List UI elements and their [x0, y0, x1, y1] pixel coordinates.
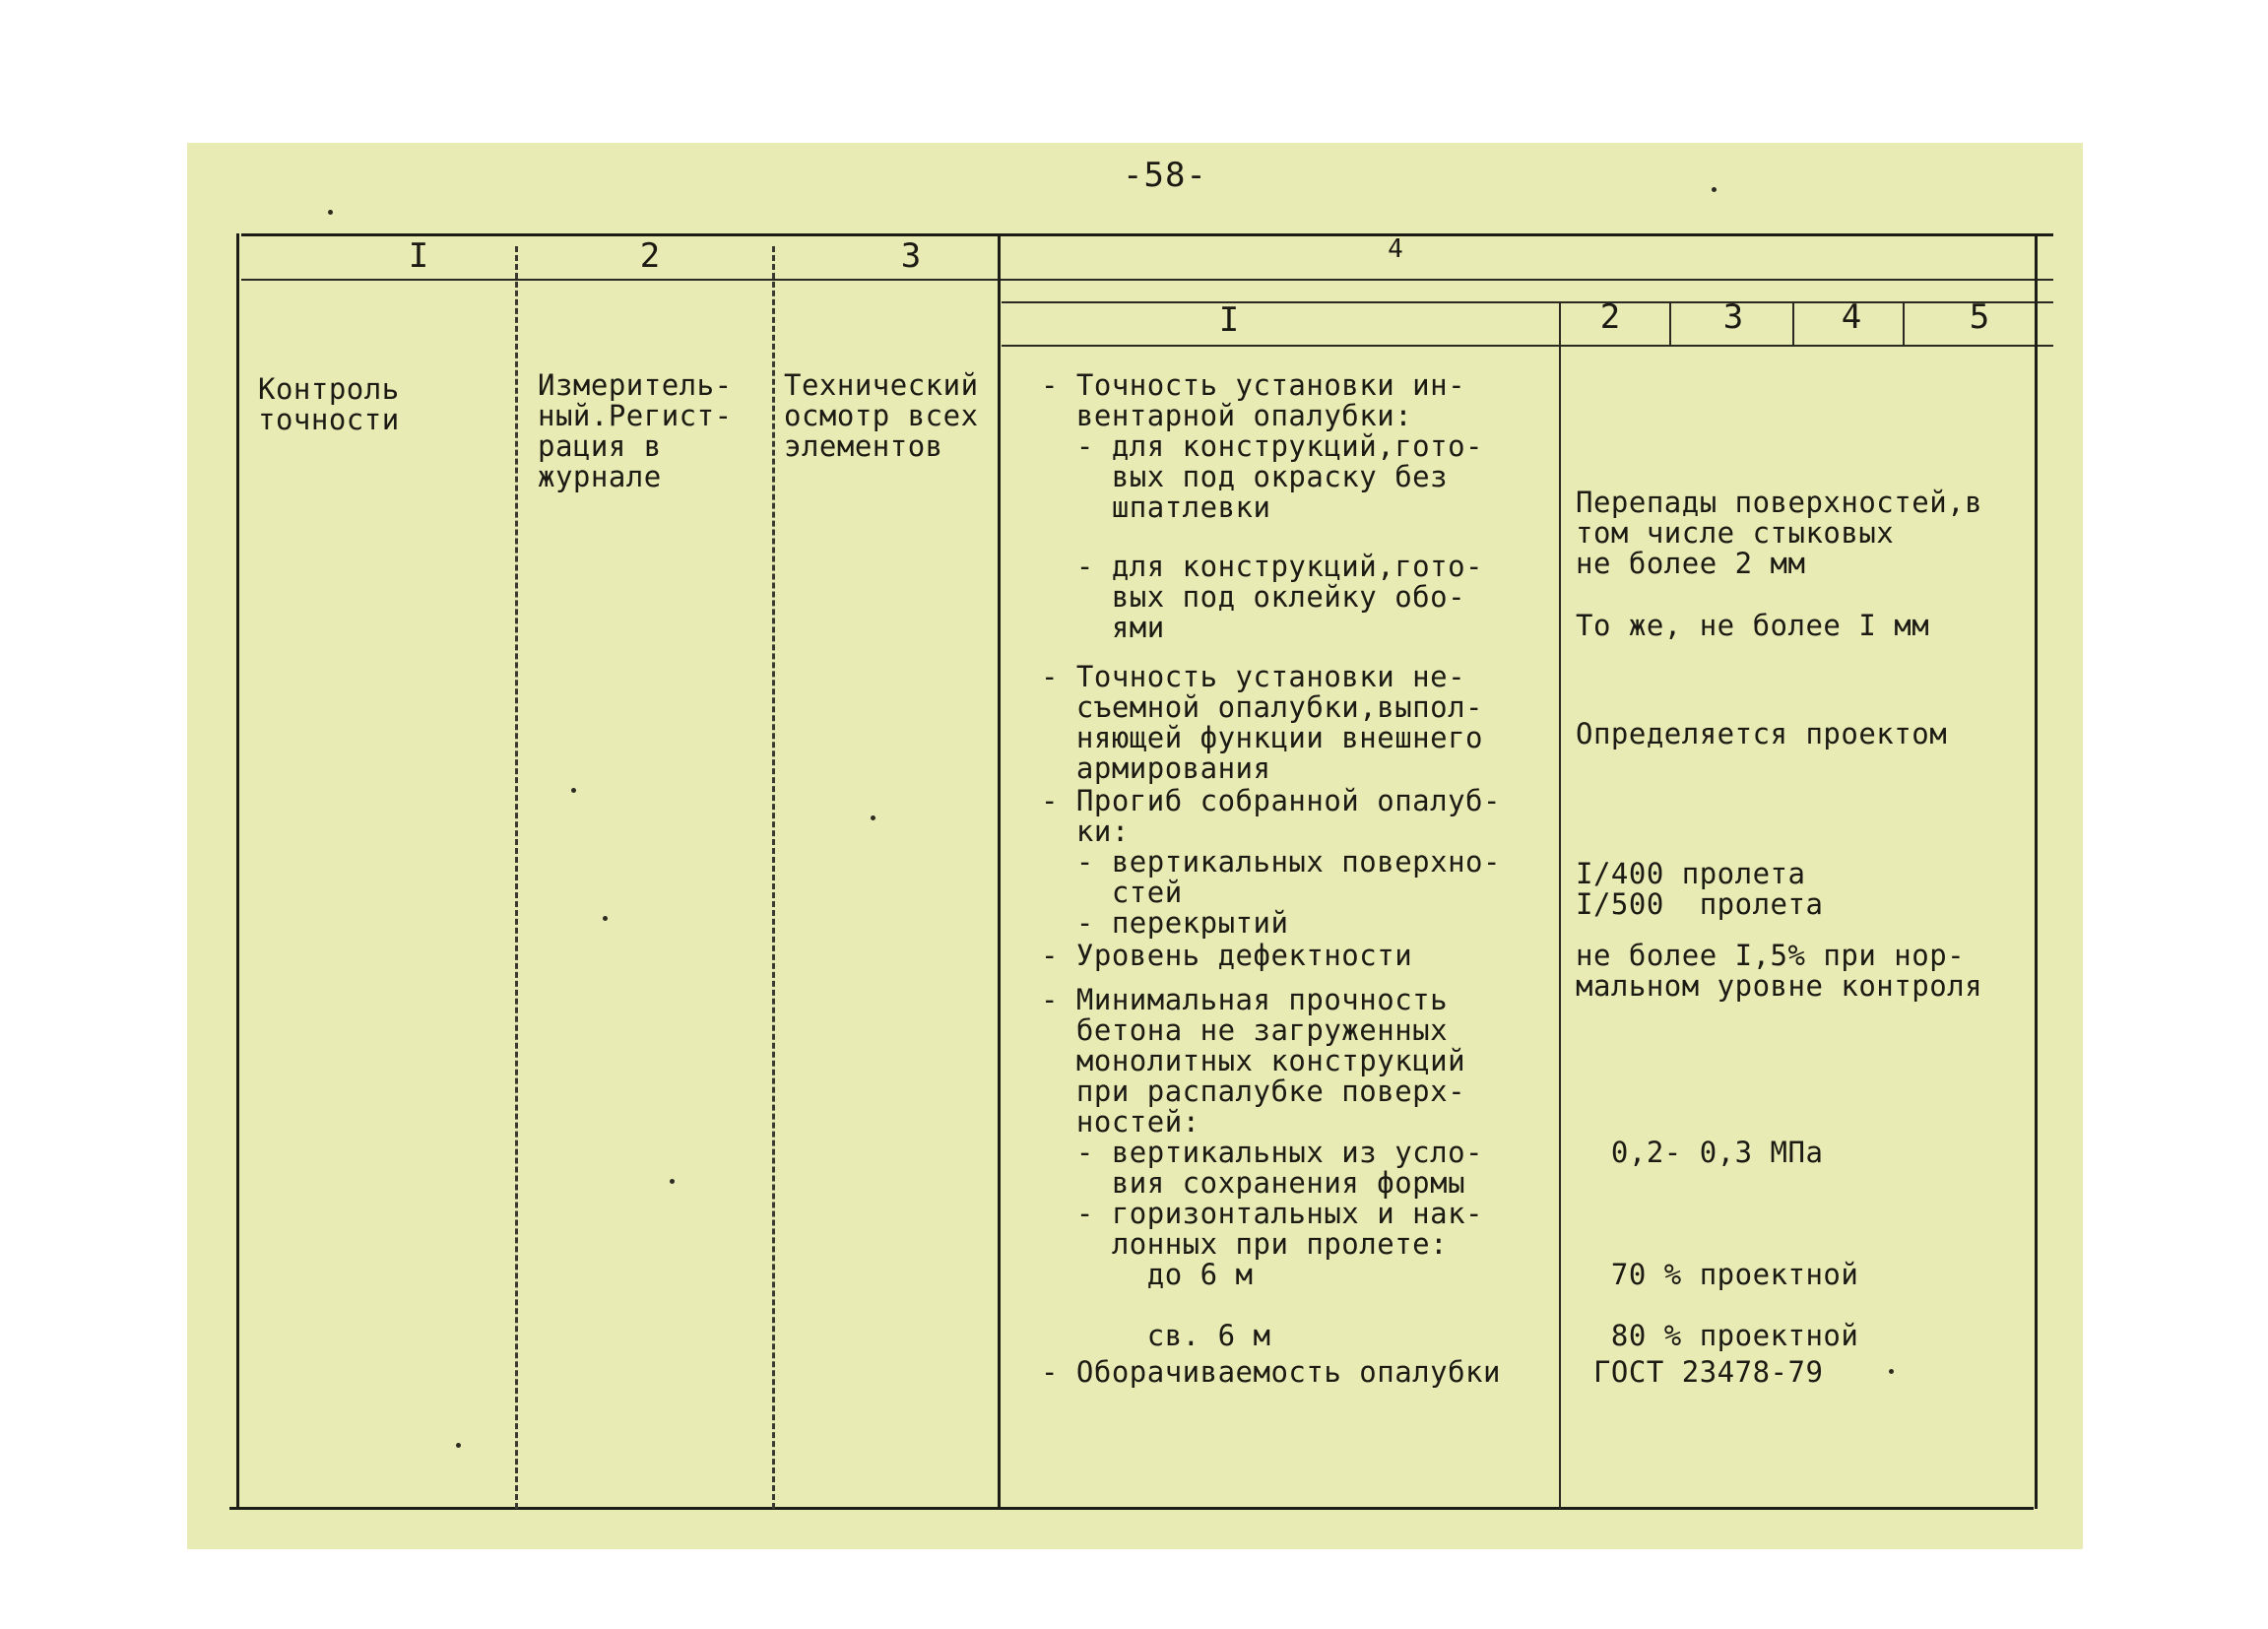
tolerance-minimal-concrete-strength: 0,2- 0,3 МПа 70 % проектной 80 % проектной	[1610, 1136, 1859, 1352]
header-rule	[241, 279, 2053, 281]
subcolumn-divider-2-3	[1669, 301, 1671, 345]
column-divider-3-4	[998, 233, 1001, 1509]
tolerance-fixed-formwork: Определяется проектом	[1576, 717, 1948, 750]
parameter-formwork-turnover: - Оборачиваемость опалубки	[1041, 1355, 1501, 1389]
table-bottom-border	[229, 1507, 2034, 1510]
header-col-1: I	[408, 236, 429, 276]
tolerance-defect-level: не более I,5% при нор- мальном уровне контроля	[1576, 939, 1983, 1003]
scan-speck	[871, 815, 875, 820]
subheader-bottom-rule	[1002, 345, 2053, 347]
subheader-top-rule	[1002, 301, 2053, 303]
subcolumn-divider-3-4	[1792, 301, 1794, 345]
subheader-col-4: 4	[1841, 297, 1862, 337]
tolerance-formwork-turnover: ГОСТ 23478-79	[1576, 1355, 1824, 1389]
subheader-col-5: 5	[1969, 297, 1990, 337]
header-col-3: 3	[900, 236, 922, 276]
control-scope-text: Технический осмотр всех элементов	[784, 368, 979, 463]
parameter-wallpaper-constructions: - для конструкций,гото- вых под оклейку обо- ями	[1075, 550, 1483, 644]
table-left-border	[236, 233, 239, 1509]
scan-speck	[1712, 187, 1717, 192]
header-col-2: 2	[639, 236, 661, 276]
column-divider-4a	[1559, 301, 1561, 1509]
scan-speck	[328, 210, 333, 215]
scan-speck	[456, 1443, 461, 1448]
scan-speck	[1889, 1369, 1894, 1374]
subcolumn-divider-4-5	[1903, 301, 1905, 345]
page-number: -58-	[1123, 156, 1207, 195]
tolerance-inventory-formwork: Перепады поверхностей,в том числе стыковых не более 2 мм	[1576, 486, 1983, 580]
tolerance-wallpaper-constructions: То же, не более I мм	[1576, 609, 1930, 642]
subheader-col-3: 3	[1722, 297, 1744, 337]
subheader-col-2: 2	[1599, 297, 1621, 337]
scan-speck	[603, 916, 608, 921]
parameter-fixed-formwork: - Точность установки не- съемной опалубки,выпол- няющей функции внешнего армирования	[1041, 660, 1483, 785]
parameter-minimal-concrete-strength: - Минимальная прочность бетона не загруженных монолитных конструкций при распалубке поверх- ностей: - вертикальных из усло- вия сохранения формы - горизонтальных и нак- лонных при пролете: до 6 м св. 6 м	[1041, 983, 1483, 1352]
scan-speck	[670, 1179, 675, 1184]
parameter-inventory-formwork: - Точность установки ин- вентарной опалубки: - для конструкций,гото- вых под окраску без шпатлевки	[1041, 368, 1483, 524]
control-type-text: Контроль точности	[258, 372, 400, 436]
column-divider-2-3	[772, 246, 775, 1509]
control-method-text: Измеритель- ный.Регист- рация в журнале	[538, 368, 733, 493]
header-col-4: 4	[1388, 234, 1403, 264]
table-top-border	[241, 233, 2053, 236]
parameter-formwork-deflection: - Прогиб собранной опалуб- ки: - вертикальных поверхно- стей - перекрытий	[1041, 784, 1501, 940]
table-right-border	[2035, 233, 2038, 1509]
scan-speck	[571, 788, 576, 793]
subheader-col-1: I	[1218, 300, 1240, 340]
parameter-defect-level: - Уровень дефектности	[1041, 939, 1413, 972]
tolerance-formwork-deflection: I/400 пролета I/500 пролета	[1576, 857, 1824, 921]
column-divider-1-2	[515, 246, 518, 1509]
